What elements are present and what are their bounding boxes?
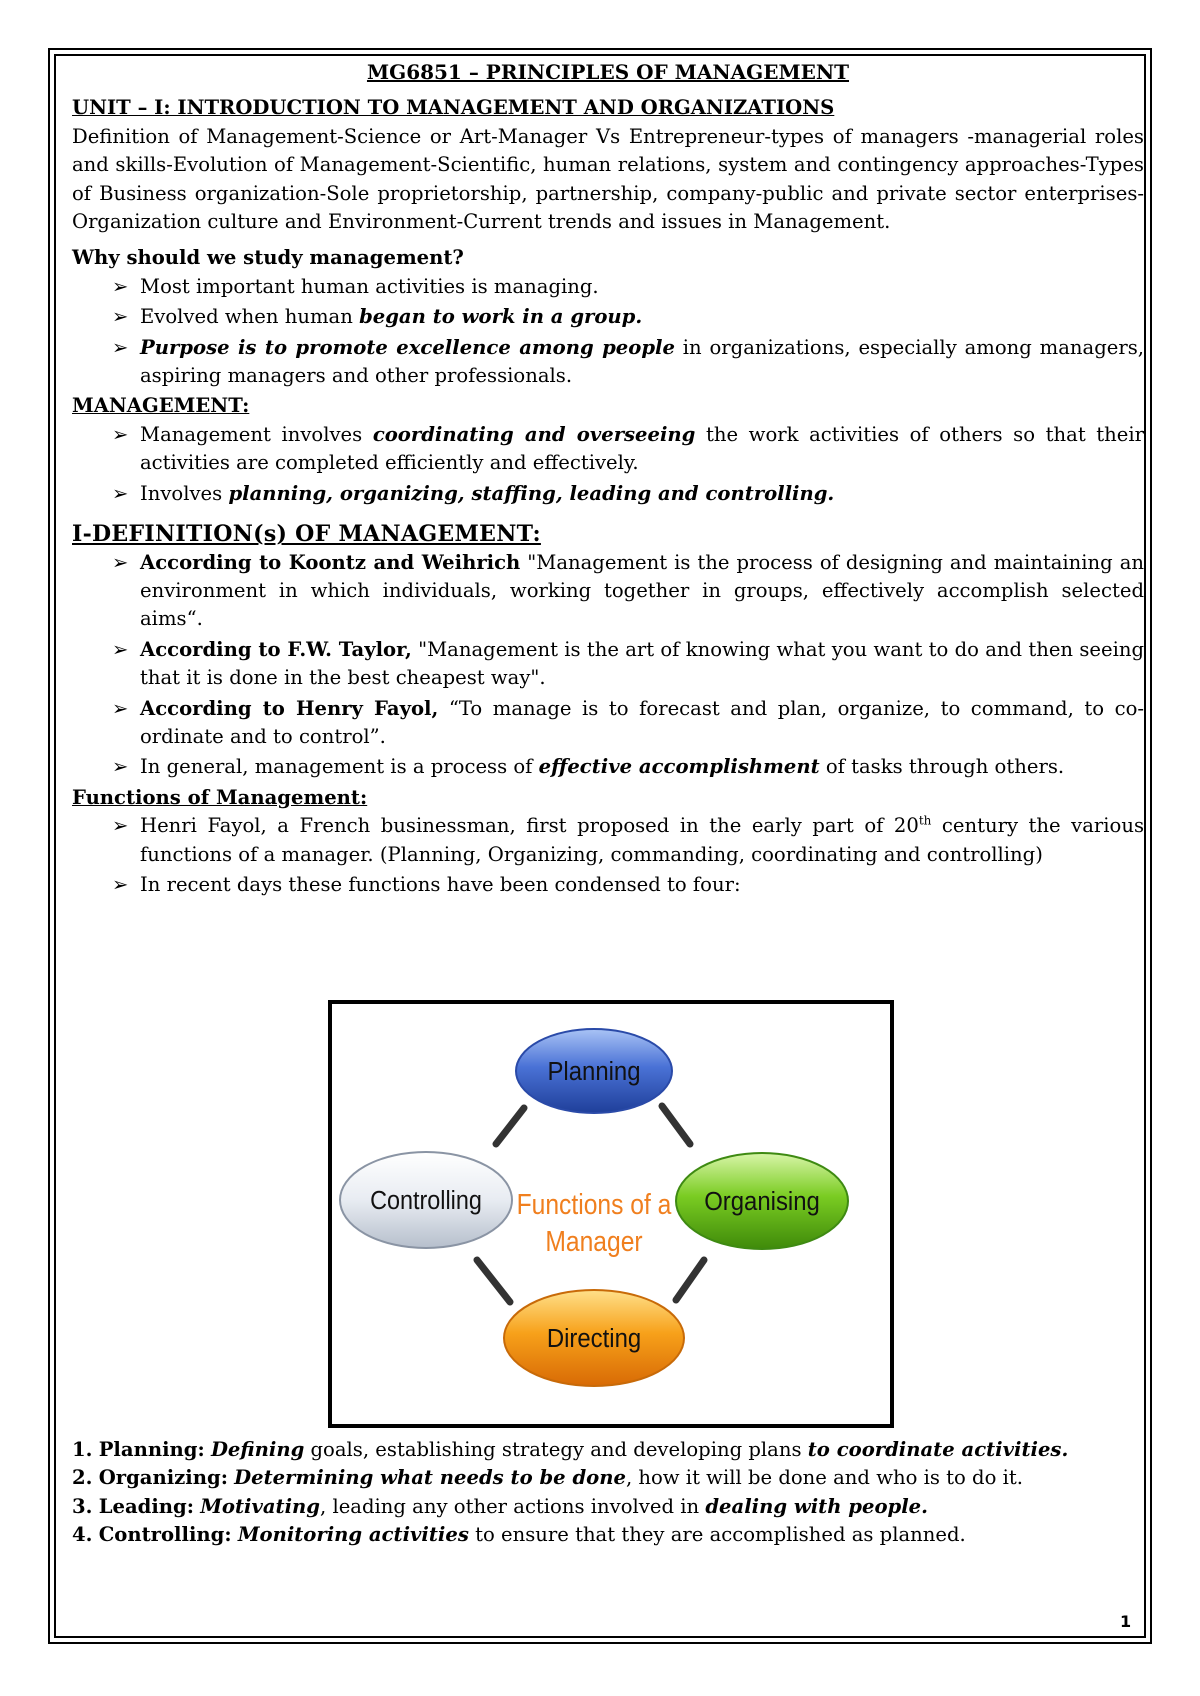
connector-organising-directing — [676, 1260, 704, 1300]
list-item: ➢ Involves planning, organizing, staffing, leading and controlling. — [140, 480, 1144, 508]
list-item: 2. Organizing: Determining what needs to be done, how it will be done and who is to do it. — [72, 1466, 1023, 1490]
arrow-bullet-icon: ➢ — [112, 422, 129, 446]
list-item: ➢ According to Koontz and Weihrich "Management is the process of designing and maintaining an environment in which individuals, working together in groups, effectively accomplish selected aims“. — [112, 550, 1144, 631]
arrow-bullet-icon: ➢ — [112, 755, 129, 779]
unit-title: UNIT – I: INTRODUCTION TO MANAGEMENT AND ORGANIZATIONS — [72, 96, 835, 120]
diagram-center-line1: Functions of a — [516, 1188, 672, 1221]
page-number: 1 — [1120, 1612, 1132, 1631]
arrow-bullet-icon: ➢ — [112, 872, 129, 896]
arrow-bullet-icon: ➢ — [112, 637, 129, 661]
directing-node — [504, 1290, 684, 1386]
why-heading: Why should we study management? — [72, 246, 464, 270]
controlling-node — [340, 1152, 512, 1248]
functions-heading: Functions of Management: — [72, 785, 368, 809]
organising-label: Organising — [704, 1187, 820, 1217]
definitions-heading: I-DEFINITION(s) OF MANAGEMENT: — [72, 521, 541, 548]
course-title: MG6851 – PRINCIPLES OF MANAGEMENT — [366, 60, 850, 84]
connector-controlling-directing — [477, 1260, 510, 1302]
list-item: ➢ According to F.W. Taylor, "Management is the art of knowing what you want to do and then seeing that it is done in the best cheapest way". — [112, 637, 1145, 690]
document-body — [72, 58, 1144, 901]
planning-label: Planning — [547, 1057, 641, 1087]
arrow-bullet-icon: ➢ — [112, 814, 129, 838]
list-item: ➢ Most important human activities is managing. — [140, 273, 1144, 301]
arrow-bullet-icon: ➢ — [112, 305, 129, 329]
definitions-list — [72, 549, 1144, 782]
functions-diagram — [328, 1000, 894, 1428]
diagram-center-line2: Manager — [545, 1225, 643, 1258]
management-heading: MANAGEMENT: — [72, 394, 250, 418]
why-list — [72, 273, 1144, 391]
planning-node — [516, 1029, 672, 1113]
unit-syllabus: Definition of Management-Science or Art-Manager Vs Entrepreneur-types of managers -managerial roles and skills-Evolution of Management-Scientific, human relations, system and contingency approaches-Types of Business organization-Sole proprietorship, partnership, company-public and private sector enterprises-Organization culture and Environment-Current trends and issues in Management. — [72, 124, 1144, 234]
list-item: ➢ Management involves coordinating and overseeing the work activities of others so that their activities are completed efficiently and effectively. — [112, 422, 1145, 475]
list-item: 3. Leading: Motivating, leading any other actions involved in dealing with people. — [72, 1494, 928, 1518]
list-item: 4. Controlling: Monitoring activities to ensure that they are accomplished as planned. — [72, 1523, 966, 1547]
arrow-bullet-icon: ➢ — [112, 481, 129, 505]
functions-numbered-list — [72, 1436, 1144, 1550]
list-item: ➢ In recent days these functions have been condensed to four: — [140, 871, 1144, 899]
arrow-bullet-icon: ➢ — [112, 335, 129, 359]
functions-numbered-section — [72, 1436, 1144, 1550]
arrow-bullet-icon: ➢ — [112, 550, 129, 574]
list-item: ➢ Purpose is to promote excellence among people in organizations, especially among managers, aspiring managers and other professionals. — [112, 335, 1144, 388]
functions-list — [72, 812, 1144, 899]
connector-planning-organising — [662, 1106, 690, 1144]
list-item: 1. Planning: Defining goals, establishing strategy and developing plans to coordinate activities. — [72, 1438, 1069, 1461]
functions-diagram-svg — [332, 1004, 890, 1424]
controlling-label: Controlling — [370, 1186, 482, 1216]
list-item: ➢ Henri Fayol, a French businessman, first proposed in the early part of 20th century the various functions of a manager. (Planning, Organizing, commanding, coordinating and controlling) — [112, 813, 1145, 866]
list-item: ➢ Evolved when human began to work in a group. — [140, 303, 1144, 331]
arrow-bullet-icon: ➢ — [112, 696, 129, 720]
arrow-bullet-icon: ➢ — [112, 274, 129, 298]
list-item: ➢ In general, management is a process of effective accomplishment of tasks through others. — [140, 753, 1144, 781]
organising-node — [676, 1153, 848, 1249]
management-list — [72, 421, 1144, 508]
connector-planning-controlling — [496, 1108, 524, 1144]
directing-label: Directing — [546, 1324, 642, 1354]
list-item: ➢ According to Henry Fayol, “To manage is to forecast and plan, organize, to command, to co-ordinate and to control”. — [112, 696, 1144, 748]
